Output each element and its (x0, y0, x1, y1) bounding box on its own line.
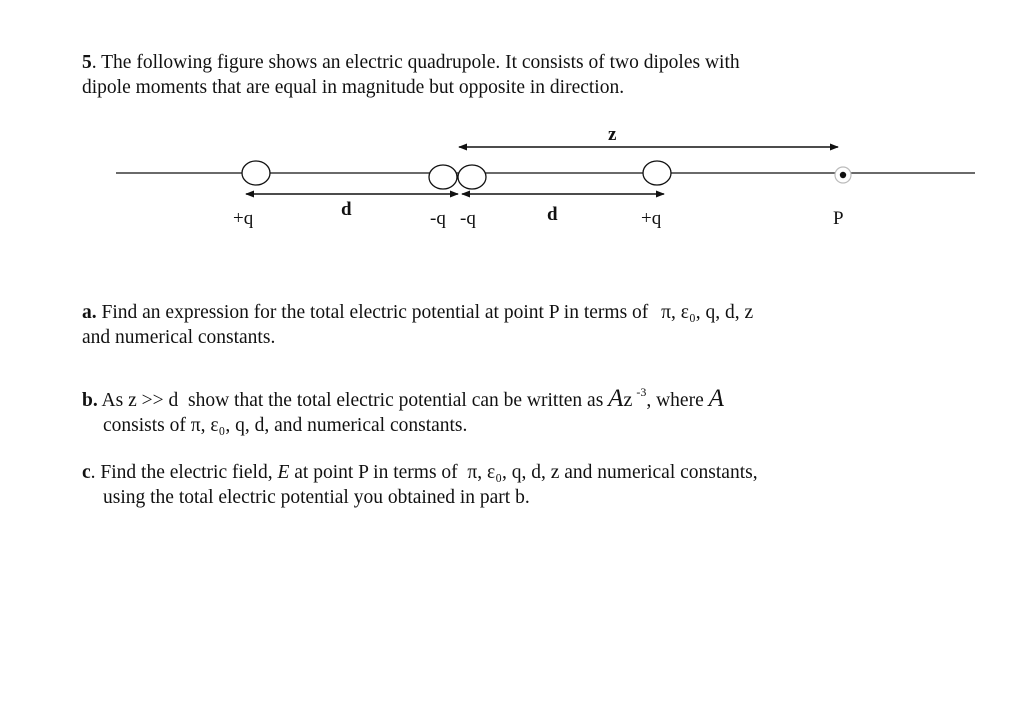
question-number: 5 (82, 52, 92, 73)
part-a-label: a. (82, 302, 97, 323)
part-b-exponent: -3 (636, 385, 647, 399)
part-a-line1: Find an expression for the total electric potential at point P in terms of (96, 302, 649, 323)
part-b-line2: consists of π, ε₀, q, d, and numerical constants. (103, 415, 468, 436)
charge-label-minus-1: -q (430, 208, 446, 229)
charge-minus-1 (429, 165, 457, 189)
part-b (82, 380, 1002, 438)
charge-label-plus-left: +q (233, 208, 254, 229)
part-c-symbol-e: E (277, 462, 290, 483)
question-intro-line2: dipole moments that are equal in magnitude but opposite in direction. (82, 77, 625, 98)
charge-label-plus-right: +q (641, 208, 662, 229)
part-b-symbol-z: z (623, 389, 633, 411)
part-a-line2: and numerical constants. (82, 327, 276, 348)
charge-minus-2 (458, 165, 486, 189)
charge-plus-right (643, 161, 671, 185)
part-c-line2: using the total electric potential you obtained in part b. (103, 487, 530, 508)
point-p-label: P (833, 208, 844, 229)
part-b-label: b. (82, 390, 98, 411)
part-b-text2: , where (646, 390, 709, 411)
d-label-right: d (547, 204, 558, 225)
charge-label-minus-2: -q (460, 208, 476, 229)
part-c-text2: at point P in terms of π, ε₀, q, d, z and numerical constants, (289, 462, 758, 483)
part-b-symbol-a: A (608, 385, 624, 412)
part-c-text1: . Find the electric field, (90, 462, 278, 483)
z-label: z (608, 124, 617, 145)
part-a-vars: π, ε₀, q, d, z (661, 302, 754, 323)
charge-plus-left (242, 161, 270, 185)
point-p-marker (840, 172, 846, 178)
part-c (82, 460, 1002, 510)
question-intro-line1: . The following figure shows an electric quadrupole. It consists of two dipoles with (91, 52, 740, 73)
part-b-text1: As z >> d show that the total electric potential can be written as (97, 390, 609, 411)
quadrupole-figure (0, 0, 1024, 260)
part-c-label: c (82, 462, 91, 483)
d-label-left: d (341, 199, 352, 220)
part-b-symbol-a2: A (708, 385, 724, 412)
part-a (82, 300, 982, 350)
